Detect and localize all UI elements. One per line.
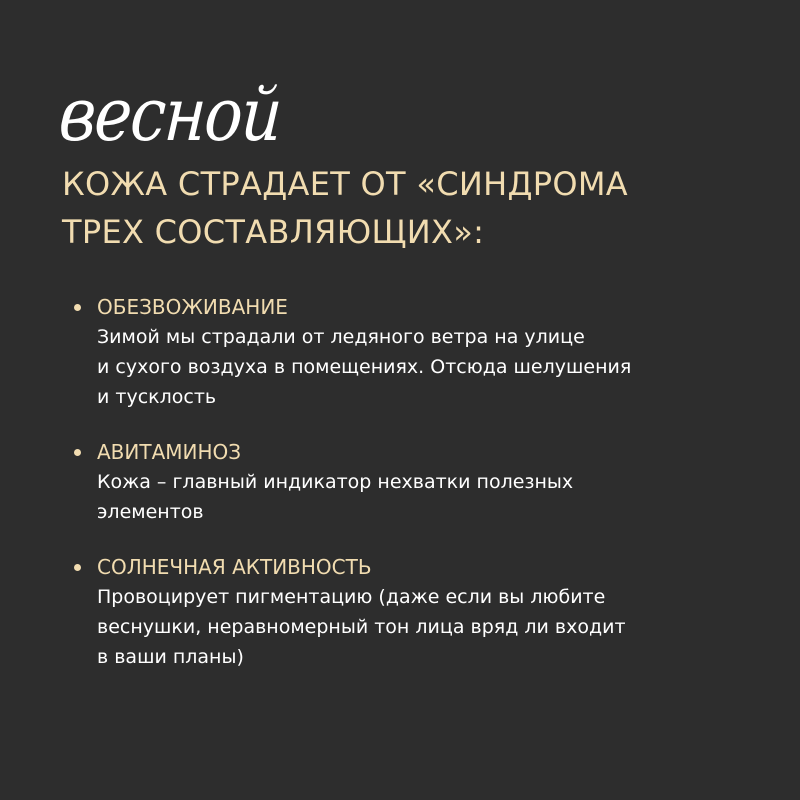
symptom-description-line: веснушки, неравномерный тон лица вряд ли входит <box>97 616 626 638</box>
symptom-description-line: Зимой мы страдали от ледяного ветра на улице <box>97 326 585 348</box>
headline <box>62 160 762 256</box>
bullet-dot-icon <box>74 449 81 456</box>
headline-line-1: КОЖА СТРАДАЕТ ОТ «СИНДРОМА <box>62 165 628 203</box>
symptom-list <box>74 292 774 672</box>
bullet-dot-icon <box>74 304 81 311</box>
symptom-title: АВИТАМИНОЗ <box>97 440 242 464</box>
symptom-item-dehydration <box>74 292 774 412</box>
script-heading-word: весной <box>56 72 284 158</box>
symptom-description-line: Кожа – главный индикатор нехватки полезных <box>97 471 574 493</box>
symptom-item-avitaminosis <box>74 437 774 527</box>
symptom-item-solar-activity <box>74 552 774 672</box>
symptom-description <box>97 322 774 412</box>
symptom-description-line: и тусклость <box>97 386 217 408</box>
symptom-description-line: и сухого воздуха в помещениях. Отсюда шелушения <box>97 356 632 378</box>
symptom-description-line: элементов <box>97 501 204 523</box>
symptom-title: ОБЕЗВОЖИВАНИЕ <box>97 295 288 319</box>
symptom-title: СОЛНЕЧНАЯ АКТИВНОСТЬ <box>97 555 372 579</box>
headline-line-2: ТРЕХ СОСТАВЛЯЮЩИХ»: <box>62 213 485 251</box>
bullet-dot-icon <box>74 564 81 571</box>
symptom-description <box>97 467 774 527</box>
symptom-description <box>97 582 774 672</box>
symptom-description-line: в ваши планы) <box>97 646 244 668</box>
symptom-description-line: Провоцирует пигментацию (даже если вы любите <box>97 586 606 608</box>
